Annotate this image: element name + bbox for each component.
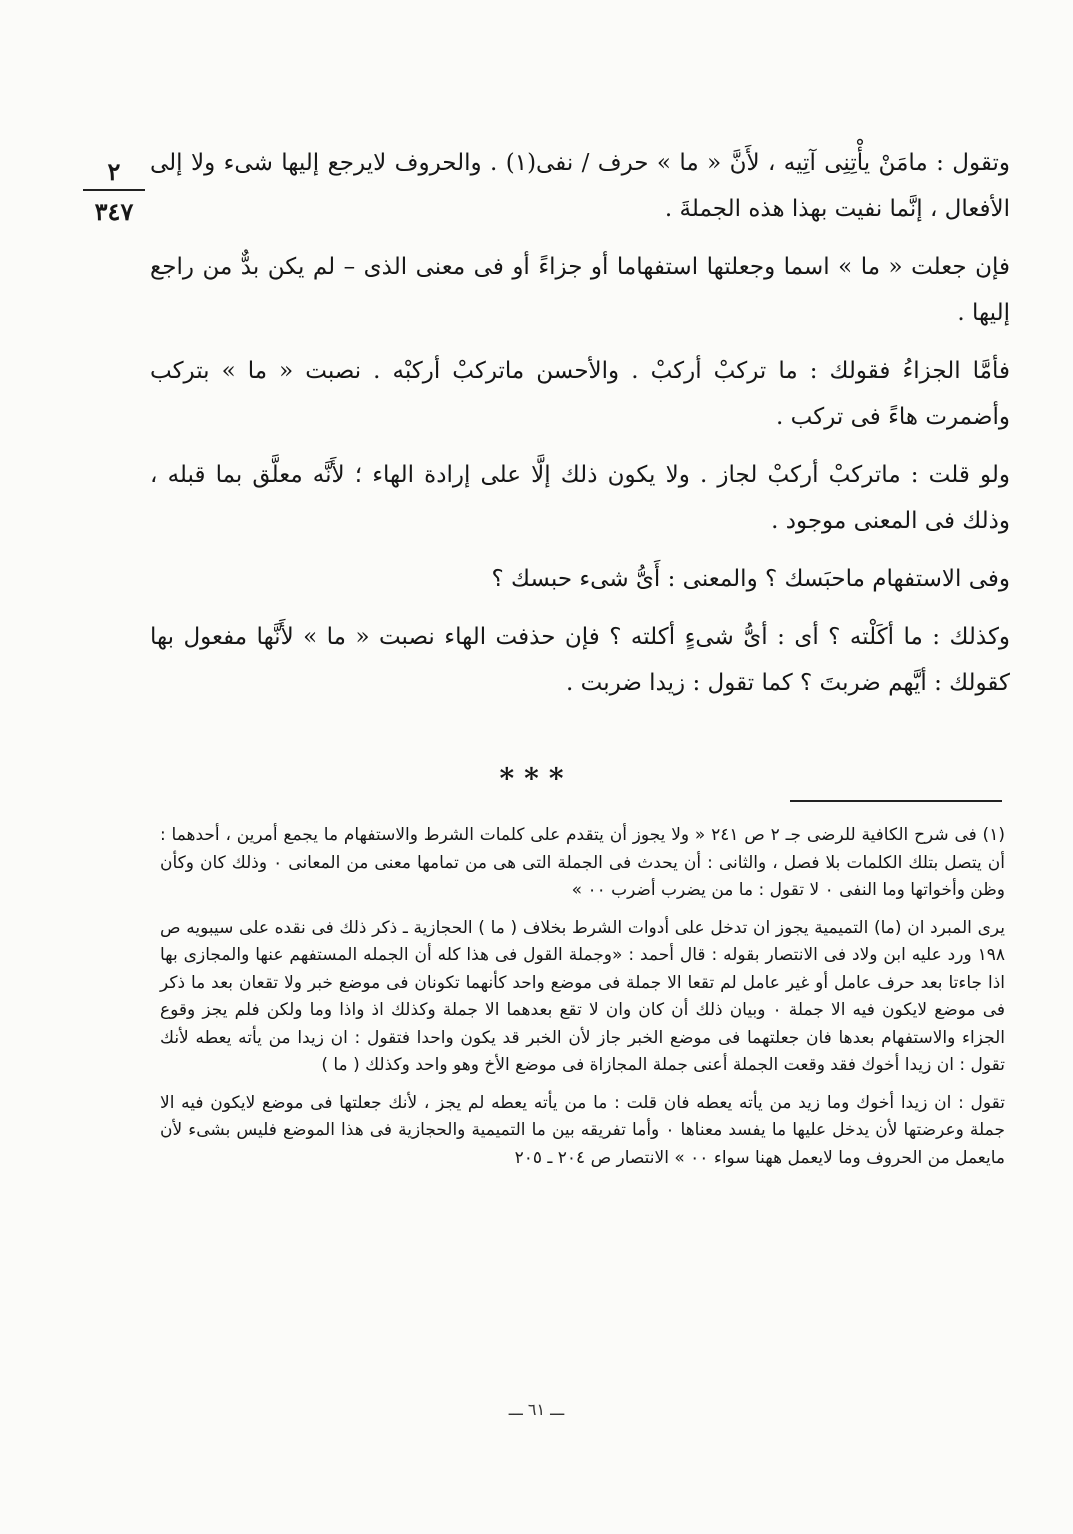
- page-number: ـــ ٦١ ـــ: [508, 1400, 565, 1419]
- margin-number-bottom: ٣٤٧: [94, 197, 134, 226]
- paragraph: وتقول : مامَنْ يأْتِنِى آتِيه ، لأَنَّ « ما » حرف / نفى(١) . والحروف لايرجع إليها شىء ولا إلى الأفعال ، إنَّما نفيت بهذا هذه الجملةَ .: [150, 150, 1010, 222]
- section-separator: ***: [499, 762, 574, 795]
- margin-page-reference: [74, 155, 154, 229]
- footnote: (١) فى شرح الكافية للرضى جـ ٢ ص ٢٤١ « ولا يجوز أن يتقدم على كلمات الشرط والاستفهام ما يجمع أمرين ، أحدهما : أن يتصل بتلك الكلمات بلا فصل ، والثانى : أن يحدث فى الجملة التى هى من تمامها معنى من المعانى ٠ وذلك كان وكأن وظن وأخواتها وما النفى ٠ لا تقول : ما من يضرب أضرب ٠٠ »: [160, 825, 1005, 900]
- footnote: تقول : ان زيدا أخوك وما زيد من يأته يعطه فان قلت : ما من يأته يعطه لم يجز ، لأنك جعلتها فى موضع لايكون فيه الا جملة وعرضتها لأن يدخل عليها ما يفسد معناها ٠ وأما تفريقه بين ما التميمية والحجازية فى هذا الموضع فليس بشىء لأن مايعمل من الحروف وما لايعمل ههنا سواء ٠٠ » الانتصار ص ٢٠٤ ـ ٢٠٥: [160, 1092, 1005, 1168]
- footnotes: [160, 822, 1005, 1182]
- paragraph: فأمَّا الجزاءُ فقولك : ما تركبْ أركبْ . والأحسن ماتركبْ أركبْه . نصبت « ما » بتركب وأضمرت هاءً فى تركب .: [150, 358, 1010, 430]
- paragraph: وكذلك : ما أكَلْته ؟ أى : أىُّ شىءٍ أكلته ؟ فإن حذفت الهاء نصبت « ما » لأَنَّها مفعول بها كقولك : أيَّهم ضربتَ ؟ كما تقول : زيدا ضربت .: [150, 624, 1010, 696]
- footnote-rule: [790, 800, 1002, 802]
- margin-number-top: ٢: [83, 155, 145, 191]
- footnote: يرى المبرد ان (ما) التميمية يجوز ان تدخل على أدوات الشرط بخلاف ( ما ) الحجازية ـ ذكر ذلك فى نقده على سيبويه ص ١٩٨ ورد عليه ابن ولاد فى الانتصار بقوله : قال أحمد : «وجملة القول فى هذا كله أن الجمله المستفهم عنها والمجازى بها اذا جاءتا بعد حرف عامل أو غير عامل لم تقعا الا جملة فى موضع واحد كأنهما تكونان فى موضع خبر ولا تقعان بعد ما ذكر فى موضع لايكون فيه الا جملة ٠ وبيان ذلك أن كان وان لا تقع بعدهما الا جملة وكذلك اذ واذا وما ولكن فلم يجز وقوع الجزاء والاستفهام بعدها فان جعلتهما فى موضع الخبر جاز لأن الخبر قد يكون واحدا فتقول : ان زيدا من يأته يعطه لأنك تقول : ان زيدا أخوك فقد وقعت الجملة أعنى جملة المجازاة فى موضع الأخ وهو واحد وكذلك ( ما ): [160, 917, 1005, 1075]
- paragraph: وفى الاستفهام ماحبَسك ؟ والمعنى : أَىُّ شىء حبسك ؟: [491, 566, 1010, 592]
- main-text: [150, 140, 1010, 718]
- paragraph: فإن جعلت « ما » اسما وجعلتها استفهاما أو جزاءً أو فى معنى الذى – لم يكن بدٌّ من راجع إليها .: [150, 254, 1010, 326]
- paragraph: ولو قلت : ماتركبْ أركبْ لجاز . ولا يكون ذلك إلَّا على إرادة الهاء ؛ لأَنَّه معلَّق بما قبله ، وذلك فى المعنى موجود .: [150, 462, 1010, 534]
